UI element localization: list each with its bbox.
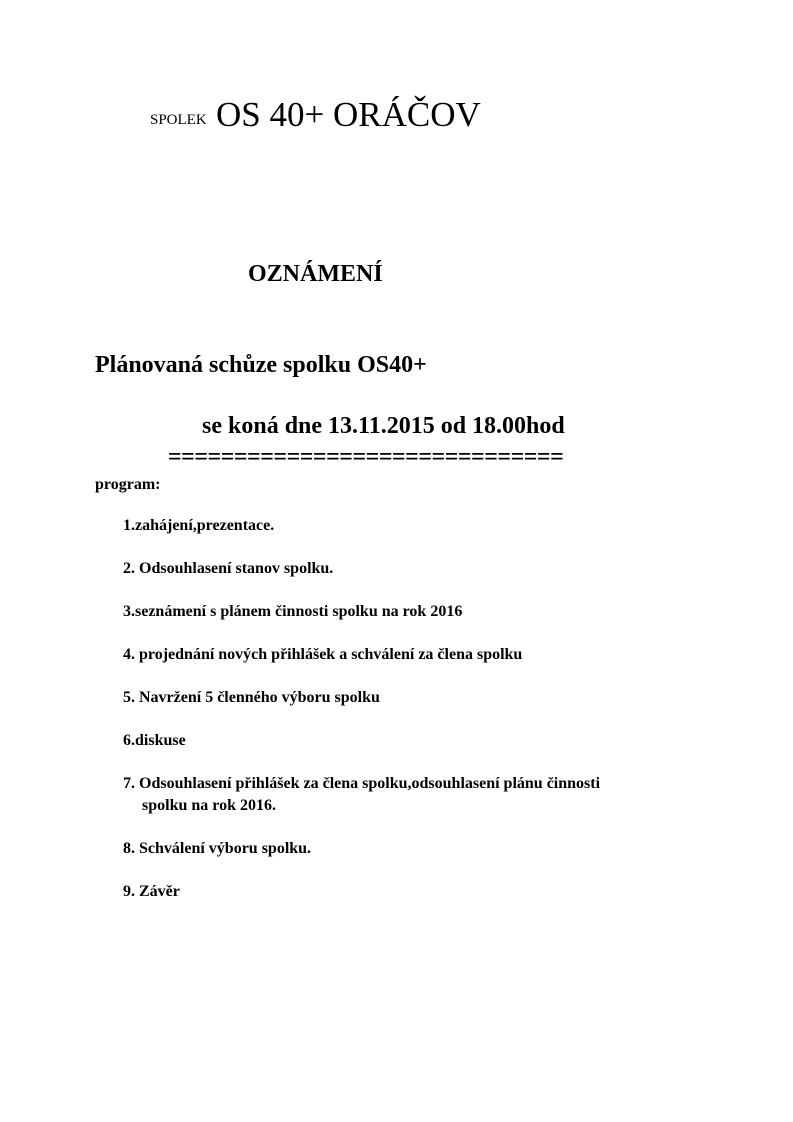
agenda-item <box>123 838 743 860</box>
agenda-item <box>123 601 743 623</box>
agenda-item-text: 3.seznámení s plánem činnosti spolku na rok 2016 <box>123 603 463 620</box>
agenda-list <box>123 515 743 924</box>
org-name: OS 40+ ORÁČOV <box>216 95 481 134</box>
notice-title: OZNÁMENÍ <box>248 261 383 287</box>
agenda-item-text: 4. projednání nových přihlášek a schválení za člena spolku <box>123 646 523 663</box>
agenda-item <box>123 730 743 752</box>
agenda-item-text: 5. Navržení 5 členného výboru spolku <box>123 689 380 706</box>
agenda-item-text: 7. Odsouhlasení přihlášek za člena spolku,odsouhlasení plánu činnosti <box>123 775 601 792</box>
meeting-title: Plánovaná schůze spolku OS40+ <box>95 352 427 378</box>
agenda-item <box>123 558 743 580</box>
agenda-item <box>123 687 743 709</box>
meeting-date: se koná dne 13.11.2015 od 18.00hod <box>202 413 565 439</box>
agenda-item <box>123 644 743 666</box>
agenda-item-text: 9. Závěr <box>123 883 180 900</box>
agenda-item-text: 6.diskuse <box>123 732 186 749</box>
agenda-item-text: 1.zahájení,prezentace. <box>123 517 275 534</box>
separator-line: ============================== <box>168 444 564 470</box>
org-prefix: SPOLEK <box>150 112 207 128</box>
agenda-item-text: 2. Odsouhlasení stanov spolku. <box>123 560 334 577</box>
agenda-item <box>123 881 743 903</box>
agenda-item-continuation: spolku na rok 2016. <box>142 797 276 814</box>
agenda-item <box>123 515 743 537</box>
agenda-item-text: 8. Schválení výboru spolku. <box>123 840 312 857</box>
agenda-item <box>123 773 743 817</box>
program-label: program: <box>95 476 161 493</box>
